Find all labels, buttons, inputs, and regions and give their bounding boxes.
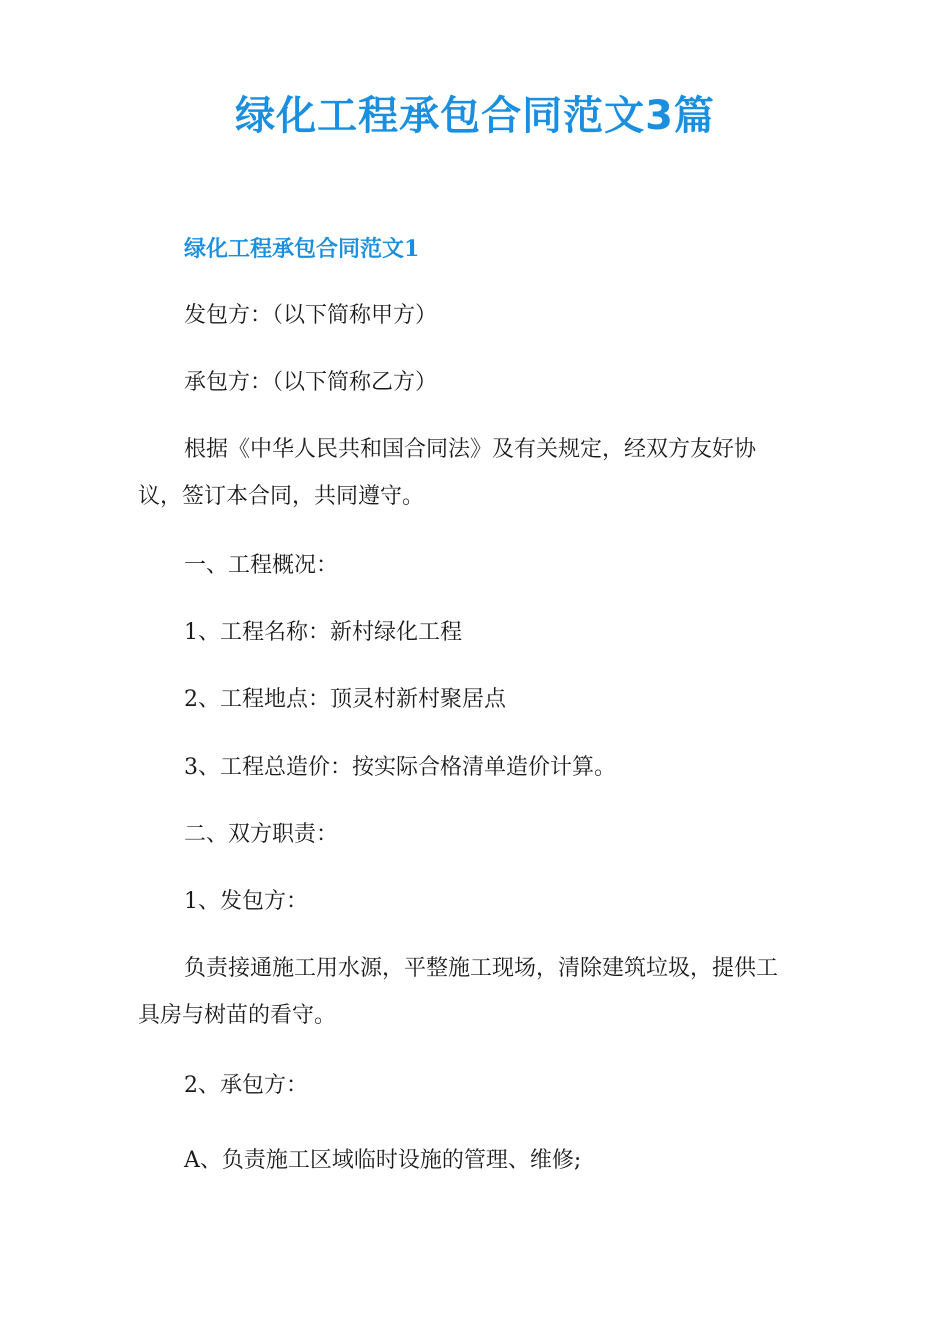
paragraph-heading-duties: 二、双方职责： xyxy=(184,822,339,847)
paragraph-employer-duties: 负责接通施工用水源，平整施工现场，清除建筑垃圾，提供工具房与树苗的看守。 xyxy=(138,956,779,1028)
paragraph-employer-label: 1、发包方： xyxy=(184,889,308,914)
paragraph-contractor-duty-a: A、负责施工区域临时设施的管理、维修; xyxy=(184,1148,582,1173)
paragraph-contractor-label: 2、承包方： xyxy=(184,1073,308,1098)
paragraph-party-a: 发包方：（以下简称甲方） xyxy=(184,303,438,328)
paragraph-heading-overview: 一、工程概况： xyxy=(184,553,339,578)
paragraph-party-b: 承包方：（以下简称乙方） xyxy=(184,370,438,395)
paragraph-project-cost: 3、工程总造价：按实际合格清单造价计算。 xyxy=(184,755,616,780)
paragraph-preamble: 根据《中华人民共和国合同法》及有关规定，经双方友好协议，签订本合同，共同遵守。 xyxy=(138,437,757,509)
document-title: 绿化工程承包合同范文3篇 xyxy=(235,93,715,139)
paragraph-project-name: 1、工程名称：新村绿化工程 xyxy=(184,620,462,645)
section-title: 绿化工程承包合同范文1 xyxy=(184,236,420,262)
paragraph-project-location: 2、工程地点：顶灵村新村聚居点 xyxy=(184,687,506,712)
